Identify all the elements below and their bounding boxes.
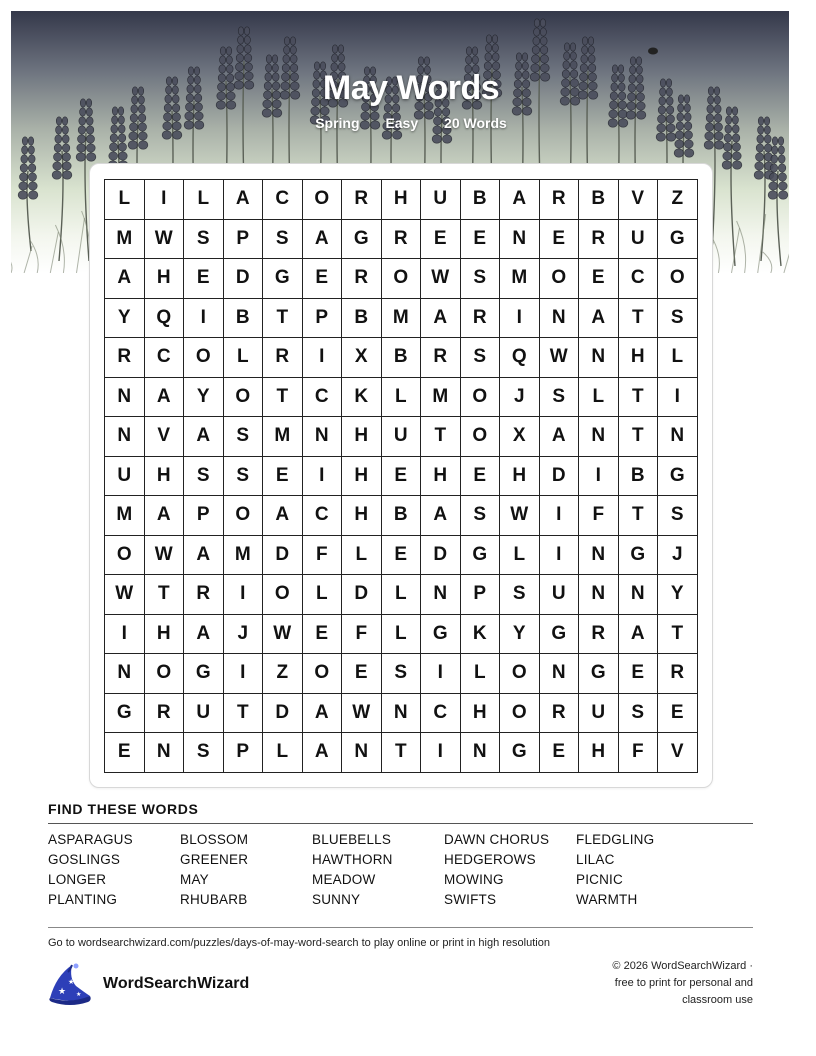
grid-cell[interactable]: J bbox=[658, 535, 698, 575]
grid-row bbox=[105, 456, 698, 496]
grid-row bbox=[105, 338, 698, 378]
grid-cell[interactable]: L bbox=[184, 180, 224, 220]
grid-cell[interactable]: H bbox=[460, 693, 500, 733]
grid-cell[interactable]: O bbox=[539, 259, 579, 299]
grid-cell[interactable]: E bbox=[658, 693, 698, 733]
grid-cell[interactable]: L bbox=[381, 377, 421, 417]
grid-cell[interactable]: S bbox=[223, 456, 263, 496]
word-list-item: SWIFTS bbox=[444, 892, 497, 907]
grid-cell[interactable]: M bbox=[421, 377, 461, 417]
svg-text:★: ★ bbox=[76, 991, 82, 998]
grid-row bbox=[105, 377, 698, 417]
grid-cell[interactable]: M bbox=[500, 259, 540, 299]
grid-cell[interactable]: E bbox=[381, 535, 421, 575]
grid-cell[interactable]: S bbox=[500, 575, 540, 615]
word-list bbox=[48, 832, 728, 912]
grid-cell[interactable]: P bbox=[460, 575, 500, 615]
grid-row bbox=[105, 535, 698, 575]
grid-cell[interactable]: O bbox=[500, 654, 540, 694]
grid-cell[interactable]: V bbox=[658, 733, 698, 773]
grid-cell[interactable]: I bbox=[421, 654, 461, 694]
grid-cell[interactable]: D bbox=[223, 259, 263, 299]
word-list-item: PICNIC bbox=[576, 872, 623, 887]
grid-cell[interactable]: H bbox=[342, 496, 382, 536]
grid-cell[interactable]: D bbox=[539, 456, 579, 496]
word-list-item: BLOSSOM bbox=[180, 832, 249, 847]
word-list-item: RHUBARB bbox=[180, 892, 248, 907]
grid-cell[interactable]: S bbox=[618, 693, 658, 733]
grid-cell[interactable]: P bbox=[184, 496, 224, 536]
tag-difficulty: Easy bbox=[385, 115, 419, 131]
grid-cell[interactable]: E bbox=[460, 219, 500, 259]
grid-cell[interactable]: I bbox=[421, 733, 461, 773]
grid-cell[interactable]: F bbox=[342, 614, 382, 654]
grid-cell[interactable]: P bbox=[302, 298, 342, 338]
letter-grid[interactable] bbox=[104, 179, 698, 773]
grid-cell[interactable]: H bbox=[381, 180, 421, 220]
grid-cell[interactable]: V bbox=[618, 180, 658, 220]
grid-cell[interactable]: A bbox=[500, 180, 540, 220]
grid-cell[interactable]: E bbox=[539, 733, 579, 773]
grid-cell[interactable]: W bbox=[263, 614, 303, 654]
grid-cell[interactable]: G bbox=[500, 733, 540, 773]
grid-cell[interactable]: S bbox=[658, 496, 698, 536]
grid-cell[interactable]: E bbox=[539, 219, 579, 259]
grid-cell[interactable]: G bbox=[460, 535, 500, 575]
copyright-notice bbox=[553, 958, 753, 1009]
grid-row bbox=[105, 575, 698, 615]
grid-row bbox=[105, 219, 698, 259]
grid-cell[interactable]: R bbox=[460, 298, 500, 338]
grid-cell[interactable]: D bbox=[263, 535, 303, 575]
grid-cell[interactable]: S bbox=[184, 733, 224, 773]
grid-cell[interactable]: E bbox=[184, 259, 224, 299]
grid-cell[interactable]: L bbox=[658, 338, 698, 378]
grid-cell[interactable]: H bbox=[342, 417, 382, 457]
grid-cell[interactable]: N bbox=[342, 733, 382, 773]
grid-cell[interactable]: Y bbox=[184, 377, 224, 417]
grid-cell[interactable]: R bbox=[263, 338, 303, 378]
grid-cell[interactable]: W bbox=[539, 338, 579, 378]
grid-cell[interactable]: F bbox=[618, 733, 658, 773]
grid-row bbox=[105, 259, 698, 299]
grid-cell[interactable]: N bbox=[302, 417, 342, 457]
grid-cell[interactable]: L bbox=[381, 614, 421, 654]
grid-cell[interactable]: O bbox=[500, 693, 540, 733]
grid-cell[interactable]: R bbox=[421, 338, 461, 378]
svg-text:★: ★ bbox=[58, 987, 67, 997]
grid-cell[interactable]: J bbox=[223, 614, 263, 654]
grid-cell[interactable]: H bbox=[342, 456, 382, 496]
grid-cell[interactable]: I bbox=[658, 377, 698, 417]
grid-cell[interactable]: S bbox=[460, 338, 500, 378]
grid-cell[interactable]: K bbox=[460, 614, 500, 654]
grid-cell[interactable]: R bbox=[658, 654, 698, 694]
grid-cell[interactable]: G bbox=[658, 456, 698, 496]
grid-cell[interactable]: U bbox=[539, 575, 579, 615]
grid-cell[interactable]: E bbox=[618, 654, 658, 694]
grid-row bbox=[105, 614, 698, 654]
grid-cell[interactable]: B bbox=[381, 496, 421, 536]
footer-url-note: Go to wordsearchwizard.com/puzzles/days-of-may-word-search to play online or print in high resolution bbox=[48, 937, 550, 949]
word-list-item: MOWING bbox=[444, 872, 504, 887]
grid-cell[interactable]: N bbox=[500, 219, 540, 259]
grid-cell[interactable]: N bbox=[105, 377, 145, 417]
grid-cell[interactable]: O bbox=[460, 417, 500, 457]
grid-cell[interactable]: S bbox=[263, 219, 303, 259]
grid-cell[interactable]: O bbox=[263, 575, 303, 615]
grid-cell[interactable]: W bbox=[105, 575, 145, 615]
word-list-item: BLUEBELLS bbox=[312, 832, 392, 847]
grid-cell[interactable]: C bbox=[302, 496, 342, 536]
grid-cell[interactable]: S bbox=[460, 496, 500, 536]
grid-cell[interactable]: X bbox=[500, 417, 540, 457]
grid-cell[interactable]: N bbox=[105, 654, 145, 694]
grid-cell[interactable]: A bbox=[302, 219, 342, 259]
grid-cell[interactable]: A bbox=[302, 733, 342, 773]
word-list-item: LONGER bbox=[48, 872, 107, 887]
grid-cell[interactable]: B bbox=[579, 180, 619, 220]
grid-cell[interactable]: G bbox=[105, 693, 145, 733]
grid-cell[interactable]: T bbox=[618, 298, 658, 338]
grid-row bbox=[105, 693, 698, 733]
grid-cell[interactable]: U bbox=[579, 693, 619, 733]
grid-cell[interactable]: Y bbox=[105, 298, 145, 338]
grid-cell[interactable]: E bbox=[342, 654, 382, 694]
grid-cell[interactable]: I bbox=[500, 298, 540, 338]
word-list-item: WARMTH bbox=[576, 892, 638, 907]
brand-logo[interactable] bbox=[46, 962, 249, 1006]
grid-cell[interactable]: M bbox=[263, 417, 303, 457]
grid-cell[interactable]: O bbox=[302, 180, 342, 220]
grid-cell[interactable]: F bbox=[302, 535, 342, 575]
grid-cell[interactable]: N bbox=[539, 654, 579, 694]
word-list-item: MAY bbox=[180, 872, 209, 887]
grid-cell[interactable]: T bbox=[381, 733, 421, 773]
grid-cell[interactable]: G bbox=[263, 259, 303, 299]
grid-cell[interactable]: L bbox=[381, 575, 421, 615]
grid-cell[interactable]: Y bbox=[658, 575, 698, 615]
grid-cell[interactable]: Q bbox=[500, 338, 540, 378]
grid-cell[interactable]: S bbox=[658, 298, 698, 338]
grid-cell[interactable]: H bbox=[500, 456, 540, 496]
grid-cell[interactable]: N bbox=[579, 338, 619, 378]
grid-cell[interactable]: J bbox=[500, 377, 540, 417]
grid-cell[interactable]: I bbox=[539, 496, 579, 536]
grid-cell[interactable]: A bbox=[263, 496, 303, 536]
grid-row bbox=[105, 733, 698, 773]
grid-cell[interactable]: S bbox=[184, 219, 224, 259]
grid-cell[interactable]: N bbox=[579, 535, 619, 575]
grid-cell[interactable]: N bbox=[539, 298, 579, 338]
grid-cell[interactable]: Z bbox=[658, 180, 698, 220]
grid-cell[interactable]: A bbox=[302, 693, 342, 733]
grid-cell[interactable]: X bbox=[342, 338, 382, 378]
grid-cell[interactable]: O bbox=[184, 338, 224, 378]
page-title: May Words bbox=[322, 69, 500, 107]
grid-cell[interactable]: H bbox=[618, 338, 658, 378]
wizard-hat-icon bbox=[46, 962, 94, 1006]
grid-cell[interactable]: I bbox=[223, 575, 263, 615]
word-list-item: HEDGEROWS bbox=[444, 852, 536, 867]
grid-row bbox=[105, 417, 698, 457]
grid-cell[interactable]: T bbox=[618, 496, 658, 536]
divider bbox=[48, 823, 753, 824]
grid-cell[interactable]: A bbox=[184, 614, 224, 654]
tag-theme: Spring bbox=[315, 115, 360, 131]
grid-cell[interactable]: O bbox=[223, 377, 263, 417]
grid-cell[interactable]: H bbox=[144, 259, 184, 299]
grid-cell[interactable]: N bbox=[618, 575, 658, 615]
grid-cell[interactable]: R bbox=[539, 180, 579, 220]
grid-cell[interactable]: I bbox=[105, 614, 145, 654]
copyright-line: free to print for personal and bbox=[614, 977, 753, 989]
grid-cell[interactable]: T bbox=[144, 575, 184, 615]
grid-cell[interactable]: L bbox=[223, 338, 263, 378]
grid-cell[interactable]: P bbox=[223, 219, 263, 259]
grid-cell[interactable]: R bbox=[144, 693, 184, 733]
grid-cell[interactable]: A bbox=[223, 180, 263, 220]
word-list-item: FLEDGLING bbox=[576, 832, 655, 847]
grid-cell[interactable]: O bbox=[302, 654, 342, 694]
grid-cell[interactable]: G bbox=[184, 654, 224, 694]
grid-cell[interactable]: N bbox=[460, 733, 500, 773]
grid-cell[interactable]: L bbox=[460, 654, 500, 694]
copyright-line: classroom use bbox=[682, 994, 753, 1006]
grid-cell[interactable]: O bbox=[105, 535, 145, 575]
grid-cell[interactable]: T bbox=[263, 298, 303, 338]
grid-cell[interactable]: L bbox=[302, 575, 342, 615]
grid-cell[interactable]: E bbox=[263, 456, 303, 496]
grid-cell[interactable]: E bbox=[460, 456, 500, 496]
grid-cell[interactable]: A bbox=[579, 298, 619, 338]
grid-cell[interactable]: U bbox=[105, 456, 145, 496]
grid-cell[interactable]: L bbox=[105, 180, 145, 220]
grid-cell[interactable]: N bbox=[105, 417, 145, 457]
grid-cell[interactable]: M bbox=[223, 535, 263, 575]
word-list-item: SUNNY bbox=[312, 892, 361, 907]
divider bbox=[48, 927, 753, 928]
grid-cell[interactable]: B bbox=[618, 456, 658, 496]
grid-cell[interactable]: C bbox=[302, 377, 342, 417]
grid-cell[interactable]: W bbox=[500, 496, 540, 536]
grid-cell[interactable]: W bbox=[421, 259, 461, 299]
grid-cell[interactable]: A bbox=[421, 298, 461, 338]
grid-cell[interactable]: S bbox=[184, 456, 224, 496]
grid-cell[interactable]: M bbox=[105, 496, 145, 536]
word-list-item: MEADOW bbox=[312, 872, 376, 887]
grid-cell[interactable]: N bbox=[658, 417, 698, 457]
svg-text:★: ★ bbox=[68, 978, 75, 986]
grid-cell[interactable]: P bbox=[223, 733, 263, 773]
word-list-item: ASPARAGUS bbox=[48, 832, 133, 847]
grid-cell[interactable]: L bbox=[500, 535, 540, 575]
grid-cell[interactable]: C bbox=[618, 259, 658, 299]
grid-cell[interactable]: U bbox=[184, 693, 224, 733]
grid-cell[interactable]: H bbox=[144, 456, 184, 496]
grid-row bbox=[105, 496, 698, 536]
brand-name: WordSearchWizard bbox=[103, 975, 250, 992]
grid-cell[interactable]: A bbox=[618, 614, 658, 654]
word-list-item: PLANTING bbox=[48, 892, 118, 907]
grid-cell[interactable]: R bbox=[342, 180, 382, 220]
grid-cell[interactable]: S bbox=[381, 654, 421, 694]
grid-cell[interactable]: H bbox=[421, 456, 461, 496]
grid-cell[interactable]: Y bbox=[500, 614, 540, 654]
grid-cell[interactable]: G bbox=[421, 614, 461, 654]
grid-cell[interactable]: I bbox=[579, 456, 619, 496]
grid-cell[interactable]: G bbox=[539, 614, 579, 654]
grid-cell[interactable]: T bbox=[421, 417, 461, 457]
grid-cell[interactable]: W bbox=[342, 693, 382, 733]
grid-cell[interactable]: K bbox=[342, 377, 382, 417]
grid-cell[interactable]: R bbox=[579, 614, 619, 654]
grid-cell[interactable]: E bbox=[381, 456, 421, 496]
grid-cell[interactable]: A bbox=[144, 496, 184, 536]
grid-cell[interactable]: A bbox=[105, 259, 145, 299]
grid-cell[interactable]: D bbox=[342, 575, 382, 615]
grid-cell[interactable]: B bbox=[342, 298, 382, 338]
grid-cell[interactable]: N bbox=[381, 693, 421, 733]
grid-cell[interactable]: V bbox=[144, 417, 184, 457]
grid-cell[interactable]: Q bbox=[144, 298, 184, 338]
grid-cell[interactable]: R bbox=[184, 575, 224, 615]
grid-cell[interactable]: W bbox=[144, 535, 184, 575]
grid-cell[interactable]: B bbox=[381, 338, 421, 378]
grid-cell[interactable]: O bbox=[658, 259, 698, 299]
grid-cell[interactable]: E bbox=[105, 733, 145, 773]
grid-cell[interactable]: T bbox=[658, 614, 698, 654]
word-list-item: DAWN CHORUS bbox=[444, 832, 550, 847]
grid-cell[interactable]: N bbox=[144, 733, 184, 773]
grid-cell[interactable]: E bbox=[421, 219, 461, 259]
grid-cell[interactable]: B bbox=[223, 298, 263, 338]
grid-cell[interactable]: L bbox=[342, 535, 382, 575]
grid-cell[interactable]: I bbox=[302, 456, 342, 496]
grid-cell[interactable]: M bbox=[105, 219, 145, 259]
grid-cell[interactable]: Z bbox=[263, 654, 303, 694]
grid-cell[interactable]: S bbox=[460, 259, 500, 299]
grid-cell[interactable]: M bbox=[381, 298, 421, 338]
grid-cell[interactable]: C bbox=[144, 338, 184, 378]
grid-cell[interactable]: H bbox=[144, 614, 184, 654]
grid-cell[interactable]: G bbox=[342, 219, 382, 259]
grid-cell[interactable]: I bbox=[539, 535, 579, 575]
grid-cell[interactable]: G bbox=[658, 219, 698, 259]
grid-cell[interactable]: I bbox=[144, 180, 184, 220]
grid-cell[interactable]: U bbox=[618, 219, 658, 259]
grid-cell[interactable]: T bbox=[223, 693, 263, 733]
grid-cell[interactable]: D bbox=[421, 535, 461, 575]
grid-cell[interactable]: I bbox=[184, 298, 224, 338]
grid-cell[interactable]: D bbox=[263, 693, 303, 733]
grid-cell[interactable]: T bbox=[263, 377, 303, 417]
tag-word-count: 20 Words bbox=[444, 115, 507, 131]
word-list-item: LILAC bbox=[576, 852, 615, 867]
grid-cell[interactable]: C bbox=[263, 180, 303, 220]
grid-cell[interactable]: U bbox=[421, 180, 461, 220]
word-list-item: GOSLINGS bbox=[48, 852, 121, 867]
grid-cell[interactable]: I bbox=[302, 338, 342, 378]
grid-cell[interactable]: C bbox=[421, 693, 461, 733]
grid-cell[interactable]: L bbox=[579, 377, 619, 417]
grid-cell[interactable]: O bbox=[381, 259, 421, 299]
word-list-item: GREENER bbox=[180, 852, 249, 867]
copyright-line: © 2026 WordSearchWizard · bbox=[612, 960, 753, 972]
grid-cell[interactable]: O bbox=[144, 654, 184, 694]
grid-cell[interactable]: R bbox=[342, 259, 382, 299]
grid-cell[interactable]: L bbox=[263, 733, 303, 773]
grid-row bbox=[105, 180, 698, 220]
grid-cell[interactable]: W bbox=[144, 219, 184, 259]
grid-cell[interactable]: S bbox=[223, 417, 263, 457]
grid-cell[interactable]: E bbox=[302, 614, 342, 654]
grid-cell[interactable]: A bbox=[144, 377, 184, 417]
grid-cell[interactable]: R bbox=[381, 219, 421, 259]
grid-cell[interactable]: O bbox=[223, 496, 263, 536]
grid-cell[interactable]: A bbox=[539, 417, 579, 457]
grid-cell[interactable]: G bbox=[618, 535, 658, 575]
grid-cell[interactable]: A bbox=[421, 496, 461, 536]
grid-row bbox=[105, 298, 698, 338]
grid-cell[interactable]: R bbox=[579, 219, 619, 259]
grid-cell[interactable]: B bbox=[460, 180, 500, 220]
puzzle-tags bbox=[11, 115, 789, 131]
grid-cell[interactable]: N bbox=[579, 417, 619, 457]
grid-cell[interactable]: R bbox=[539, 693, 579, 733]
grid-cell[interactable]: N bbox=[579, 575, 619, 615]
grid-cell[interactable]: H bbox=[579, 733, 619, 773]
grid-cell[interactable]: G bbox=[579, 654, 619, 694]
grid-cell[interactable]: O bbox=[460, 377, 500, 417]
grid-cell[interactable]: A bbox=[184, 535, 224, 575]
grid-cell[interactable]: N bbox=[421, 575, 461, 615]
grid-cell[interactable]: E bbox=[302, 259, 342, 299]
grid-cell[interactable]: T bbox=[618, 377, 658, 417]
grid-cell[interactable]: F bbox=[579, 496, 619, 536]
word-list-heading: FIND THESE WORDS bbox=[48, 801, 199, 817]
grid-cell[interactable]: S bbox=[539, 377, 579, 417]
grid-cell[interactable]: U bbox=[381, 417, 421, 457]
grid-cell[interactable]: A bbox=[184, 417, 224, 457]
grid-cell[interactable]: R bbox=[105, 338, 145, 378]
grid-cell[interactable]: I bbox=[223, 654, 263, 694]
grid-cell[interactable]: T bbox=[618, 417, 658, 457]
grid-row bbox=[105, 654, 698, 694]
word-list-item: HAWTHORN bbox=[312, 852, 393, 867]
grid-cell[interactable]: E bbox=[579, 259, 619, 299]
